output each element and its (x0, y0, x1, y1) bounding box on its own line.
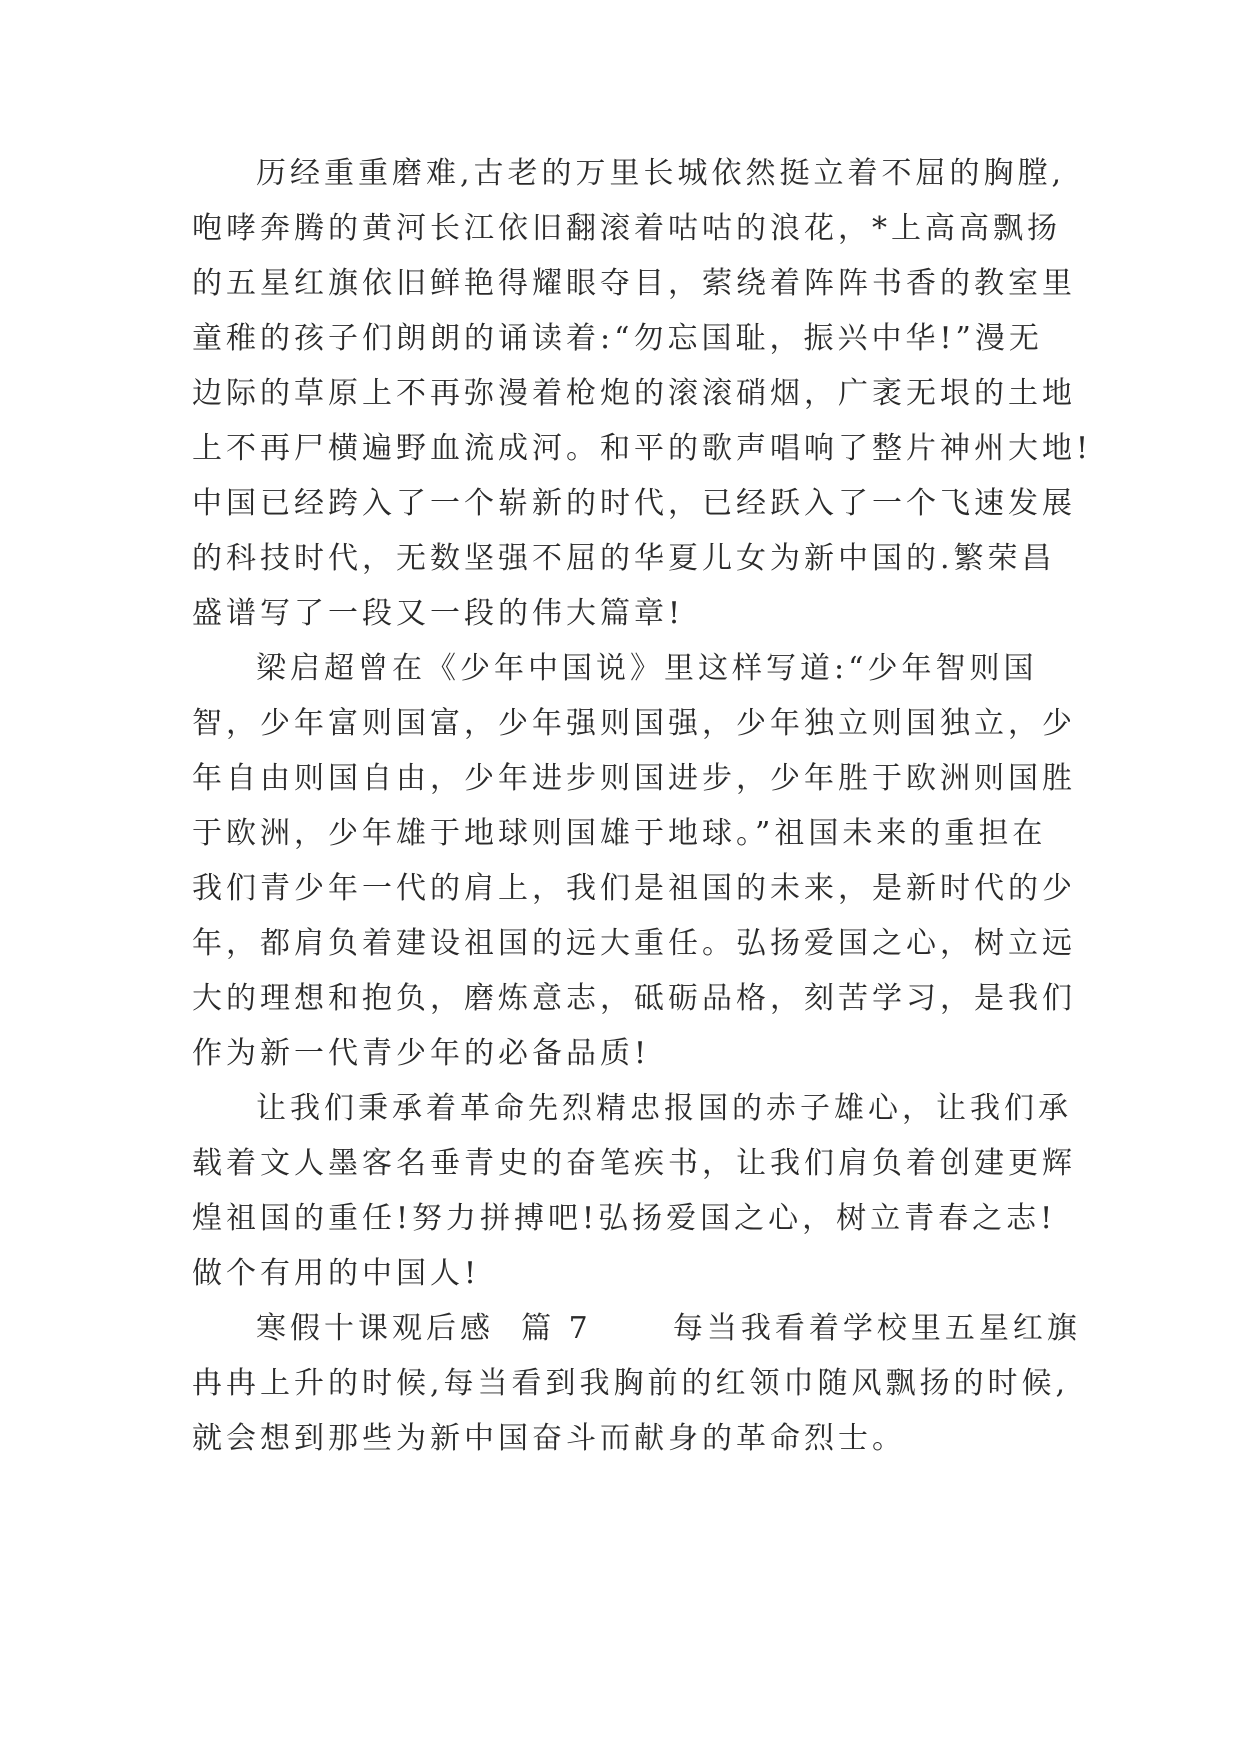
text-line: 我们青少年一代的肩上，我们是祖国的未来，是新时代的少 (192, 871, 1076, 906)
text-line: 上不再尸横遍野血流成河。和平的歌声唱响了整片神州大地! (192, 431, 1093, 466)
paragraph-3 (192, 1081, 1092, 1301)
text-line: 作为新一代青少年的必备品质! (192, 1036, 651, 1071)
text-line: 中国已经跨入了一个崭新的时代，已经跃入了一个飞速发展 (192, 486, 1076, 521)
text-line: 的五星红旗依旧鲜艳得耀眼夺目，萦绕着阵阵书香的教室里 (192, 266, 1076, 301)
paragraph-2 (192, 641, 1092, 1081)
text-line: 于欧洲，少年雄于地球则国雄于地球。”祖国未来的重担在 (192, 816, 1047, 851)
text-line: 让我们秉承着革命先烈精忠报国的赤子雄心，让我们承 (256, 1091, 1072, 1126)
text-line: 大的理想和抱负，磨炼意志，砥砺品格，刻苦学习，是我们 (192, 981, 1076, 1016)
text-line: 梁启超曾在《少年中国说》里这样写道:“少年智则国 (256, 651, 1038, 686)
text-line: 智，少年富则国富，少年强则国强，少年独立则国独立，少 (192, 706, 1076, 741)
text-line: 的科技时代，无数坚强不屈的华夏儿女为新中国的.繁荣昌 (192, 541, 1056, 576)
text-line: 咆哮奔腾的黄河长江依旧翻滚着咕咕的浪花，*上高高飘扬 (192, 211, 1061, 246)
text-line: 年自由则国自由，少年进步则国进步，少年胜于欧洲则国胜 (192, 761, 1076, 796)
text-line: 冉冉上升的时候,每当看到我胸前的红领巾随风飘扬的时候, (192, 1366, 1070, 1401)
text-line: 做个有用的中国人! (192, 1256, 481, 1291)
text-line: 历经重重磨难,古老的万里长城依然挺立着不屈的胸膛, (256, 156, 1066, 191)
paragraph-1 (192, 146, 1092, 641)
text-line: 年，都肩负着建设祖国的远大重任。弘扬爱国之心，树立远 (192, 926, 1076, 961)
text-line: 寒假十课观后感 篇 7 每当我看着学校里五星红旗 (256, 1311, 1081, 1346)
text-line: 盛谱写了一段又一段的伟大篇章! (192, 596, 685, 631)
text-line: 载着文人墨客名垂青史的奋笔疾书，让我们肩负着创建更辉 (192, 1146, 1076, 1181)
paragraph-4 (192, 1301, 1092, 1466)
text-line: 煌祖国的重任!努力拼搏吧!弘扬爱国之心，树立青春之志! (192, 1201, 1057, 1236)
document-body (192, 146, 1092, 1466)
text-line: 边际的草原上不再弥漫着枪炮的滚滚硝烟，广袤无垠的土地 (192, 376, 1076, 411)
text-line: 童稚的孩子们朗朗的诵读着:“勿忘国耻，振兴中华!”漫无 (192, 321, 1043, 356)
text-line: 就会想到那些为新中国奋斗而献身的革命烈士。 (192, 1421, 906, 1456)
